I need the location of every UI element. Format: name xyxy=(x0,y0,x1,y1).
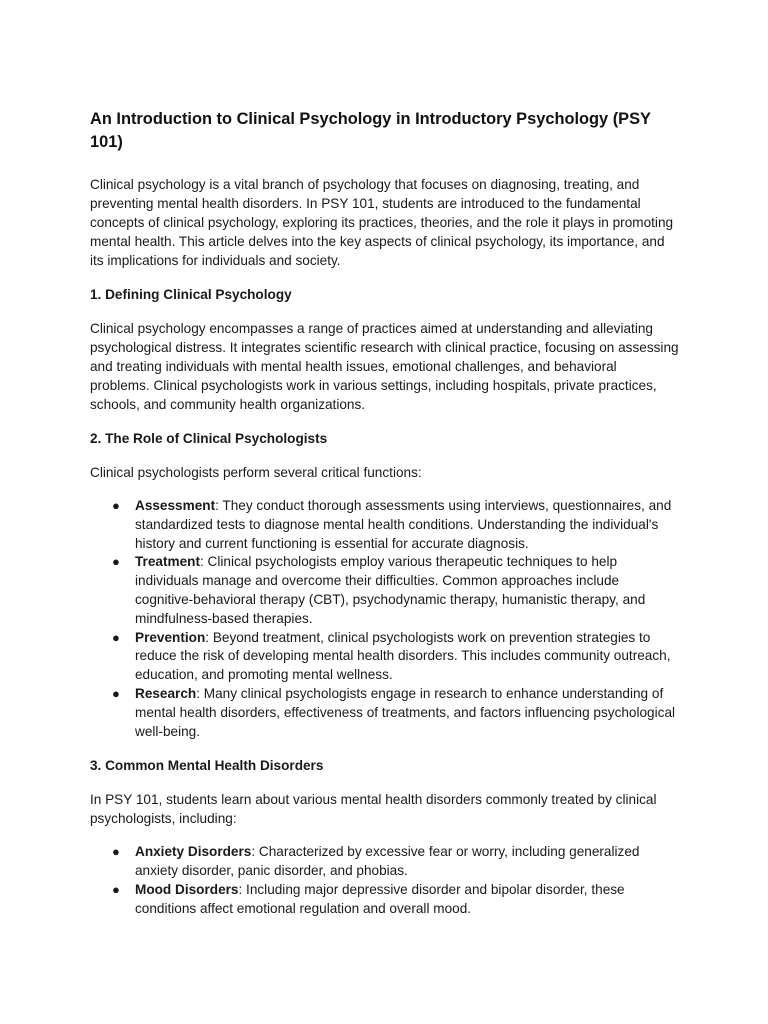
bullet-text: : Clinical psychologists employ various therapeutic techniques to help individuals manage and overcome their difficulties. Common approaches include cognitive-behavioral therapy (CBT), psychodynamic therapy, humanistic therapy, and mindfulness-based therapies. xyxy=(135,554,646,626)
bullet-icon: ● xyxy=(112,881,120,897)
section-heading-disorders: 3. Common Mental Health Disorders xyxy=(90,758,324,774)
bullet-icon: ● xyxy=(112,844,120,860)
bullet-icon: ● xyxy=(112,685,120,701)
bullet-term: Anxiety Disorders xyxy=(135,844,252,860)
disorders-bullet-list xyxy=(90,843,680,918)
bullet-term: Treatment xyxy=(135,554,200,570)
section-paragraph-disorders: In PSY 101, students learn about various mental health disorders commonly treated by clinical psychologists, including: xyxy=(90,792,657,827)
bullet-text: : Many clinical psychologists engage in research to enhance understanding of mental health disorders, effectiveness of treatments, and factors influencing psychological well-being. xyxy=(135,685,676,739)
section-heading-role: 2. The Role of Clinical Psychologists xyxy=(90,431,328,446)
role-bullet-list xyxy=(90,497,680,741)
bullet-term: Mood Disorders xyxy=(135,881,239,897)
section-paragraph-role: Clinical psychologists perform several critical functions: xyxy=(90,465,422,480)
bullet-text: : Including major depressive disorder and bipolar disorder, these conditions affect emotional regulation and overall mood. xyxy=(135,881,625,916)
list-item xyxy=(90,843,680,881)
bullet-text: : Beyond treatment, clinical psychologists work on prevention strategies to reduce the risk of developing mental health disorders. This includes community outreach, education, and promoting mental wellness. xyxy=(135,629,671,683)
bullet-icon: ● xyxy=(112,498,120,513)
bullet-term: Research xyxy=(135,685,197,701)
section-paragraph-defining: Clinical psychology encompasses a range of practices aimed at understanding and alleviating psychological distress. It integrates scientific research with clinical practice, focusing on assessing and treating individuals with mental health issues, emotional challenges, and behavioral problems. Clinical psychologists work in various settings, including hospitals, private practices, schools, and community health organizations. xyxy=(90,321,679,412)
bullet-term: Prevention xyxy=(135,629,206,645)
bullet-text: : Characterized by excessive fear or worry, including generalized anxiety disorder, panic disorder, and phobias. xyxy=(135,844,640,879)
list-item xyxy=(90,497,680,553)
bullet-term: Assessment xyxy=(135,498,216,513)
list-item xyxy=(90,629,680,685)
list-item xyxy=(90,685,680,741)
bullet-text: : They conduct thorough assessments using interviews, questionnaires, and standardized tests to diagnose mental health conditions. Understanding the individual's history and current functioning is essential for accurate diagnosis. xyxy=(135,498,672,551)
document-page xyxy=(90,108,680,934)
document-title: An Introduction to Clinical Psychology in Introductory Psychology (PSY 101) xyxy=(90,110,651,151)
intro-paragraph: Clinical psychology is a vital branch of psychology that focuses on diagnosing, treating, and preventing mental health disorders. In PSY 101, students are introduced to the fundamental concepts of clinical psychology, exploring its practices, theories, and the role it plays in promoting mental health. This article delves into the key aspects of clinical psychology, its importance, and its implications for individuals and society. xyxy=(90,177,674,268)
list-item xyxy=(90,553,680,628)
bullet-icon: ● xyxy=(112,554,120,570)
bullet-icon: ● xyxy=(112,629,120,645)
list-item xyxy=(90,881,680,919)
section-heading-defining: 1. Defining Clinical Psychology xyxy=(90,287,292,302)
